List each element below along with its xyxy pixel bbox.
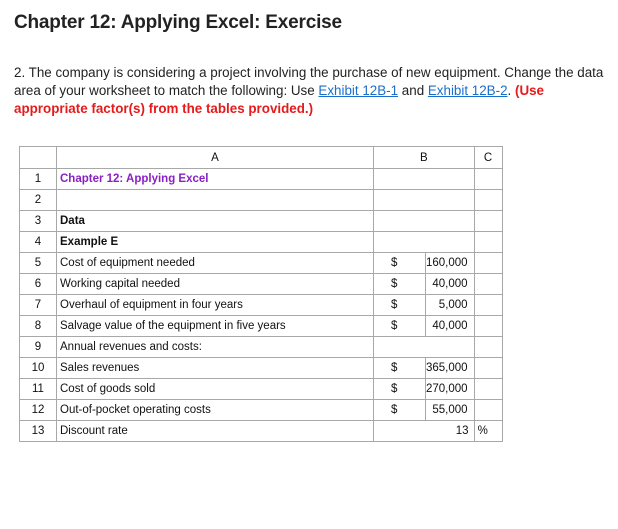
cell-a7[interactable]: Overhaul of equipment in four years [57, 295, 374, 316]
cell-a6[interactable]: Working capital needed [57, 274, 374, 295]
currency-symbol: $ [391, 404, 398, 416]
sheet-row [20, 400, 503, 421]
currency-symbol: $ [391, 257, 398, 269]
exhibit-12b-2-link[interactable]: Exhibit 12B-2 [427, 83, 508, 98]
cell-a3[interactable]: Data [57, 211, 374, 232]
cell-value: 5,000 [425, 295, 471, 315]
row-number[interactable]: 8 [20, 316, 57, 337]
cell-b6[interactable] [374, 274, 475, 295]
cell-c8[interactable] [474, 316, 502, 337]
cell-b8[interactable] [374, 316, 475, 337]
cell-a12[interactable]: Out-of-pocket operating costs [57, 400, 374, 421]
row-number[interactable]: 1 [20, 169, 57, 190]
sheet-row [20, 379, 503, 400]
cell-b7[interactable] [374, 295, 475, 316]
cell-b10[interactable] [374, 358, 475, 379]
cell-c3[interactable] [474, 211, 502, 232]
corner-cell [20, 147, 57, 169]
currency-symbol: $ [391, 278, 398, 290]
row-number[interactable]: 9 [20, 337, 57, 358]
page-title: Chapter 12: Applying Excel: Exercise [14, 12, 342, 33]
cell-value: 55,000 [425, 400, 471, 420]
sheet-row [20, 274, 503, 295]
row-number[interactable]: 13 [20, 421, 57, 442]
cell-c4[interactable] [474, 232, 502, 253]
sheet-row [20, 358, 503, 379]
cell-a8[interactable]: Salvage value of the equipment in five years [57, 316, 374, 337]
cell-c12[interactable] [474, 400, 502, 421]
cell-a11[interactable]: Cost of goods sold [57, 379, 374, 400]
cell-c5[interactable] [474, 253, 502, 274]
currency-symbol: $ [391, 383, 398, 395]
cell-c1[interactable] [474, 169, 502, 190]
sheet-row [20, 316, 503, 337]
cell-c11[interactable] [474, 379, 502, 400]
cell-value: 270,000 [425, 379, 471, 399]
cell-b3[interactable] [374, 211, 475, 232]
cell-value: 40,000 [425, 316, 471, 336]
cell-b13[interactable] [374, 421, 475, 442]
row-number[interactable]: 2 [20, 190, 57, 211]
cell-b2[interactable] [374, 190, 475, 211]
discount-rate-value: 13 [455, 425, 469, 437]
cell-c9[interactable] [474, 337, 502, 358]
column-header-c[interactable]: C [474, 147, 502, 169]
sheet-row [20, 253, 503, 274]
column-header-a[interactable]: A [57, 147, 374, 169]
cell-c2[interactable] [474, 190, 502, 211]
sheet-row [20, 421, 503, 442]
row-number[interactable]: 12 [20, 400, 57, 421]
sheet-row [20, 190, 503, 211]
cell-b4[interactable] [374, 232, 475, 253]
sheet-row [20, 295, 503, 316]
cell-b1[interactable] [374, 169, 475, 190]
instructions-part1: 2. The company is considering a project involving the purchase of new equipment. Change the data area of your worksheet to match the following: Use [14, 65, 604, 98]
cell-a2[interactable] [57, 190, 374, 211]
instructions-text [14, 64, 609, 118]
row-number[interactable]: 5 [20, 253, 57, 274]
currency-symbol: $ [391, 362, 398, 374]
cell-a5[interactable]: Cost of equipment needed [57, 253, 374, 274]
cell-c6[interactable] [474, 274, 502, 295]
sheet-row [20, 337, 503, 358]
cell-a9[interactable]: Annual revenues and costs: [57, 337, 374, 358]
cell-a1[interactable]: Chapter 12: Applying Excel [57, 169, 374, 190]
row-number[interactable]: 11 [20, 379, 57, 400]
column-header-b[interactable]: B [374, 147, 475, 169]
cell-value: 160,000 [425, 253, 471, 273]
cell-b9[interactable] [374, 337, 475, 358]
row-number[interactable]: 7 [20, 295, 57, 316]
cell-c10[interactable] [474, 358, 502, 379]
instructions-warning: (Use appropriate factor(s) from the tables provided.) [14, 83, 545, 116]
currency-symbol: $ [391, 299, 398, 311]
cell-a10[interactable]: Sales revenues [57, 358, 374, 379]
cell-c7[interactable] [474, 295, 502, 316]
cell-value: 365,000 [425, 358, 471, 378]
row-number[interactable]: 3 [20, 211, 57, 232]
cell-b12[interactable] [374, 400, 475, 421]
column-header-row [20, 147, 503, 169]
cell-b5[interactable] [374, 253, 475, 274]
instructions-part2: and [398, 83, 428, 98]
spreadsheet-table [19, 146, 503, 442]
cell-b11[interactable] [374, 379, 475, 400]
cell-a13[interactable]: Discount rate [57, 421, 374, 442]
row-number[interactable]: 6 [20, 274, 57, 295]
cell-a4[interactable]: Example E [57, 232, 374, 253]
sheet-row [20, 211, 503, 232]
instructions-part3: . [507, 83, 515, 98]
cell-c13[interactable]: % [474, 421, 502, 442]
row-number[interactable]: 4 [20, 232, 57, 253]
currency-symbol: $ [391, 320, 398, 332]
exhibit-12b-1-link[interactable]: Exhibit 12B-1 [318, 83, 399, 98]
sheet-row [20, 169, 503, 190]
cell-value: 40,000 [425, 274, 471, 294]
row-number[interactable]: 10 [20, 358, 57, 379]
sheet-row [20, 232, 503, 253]
